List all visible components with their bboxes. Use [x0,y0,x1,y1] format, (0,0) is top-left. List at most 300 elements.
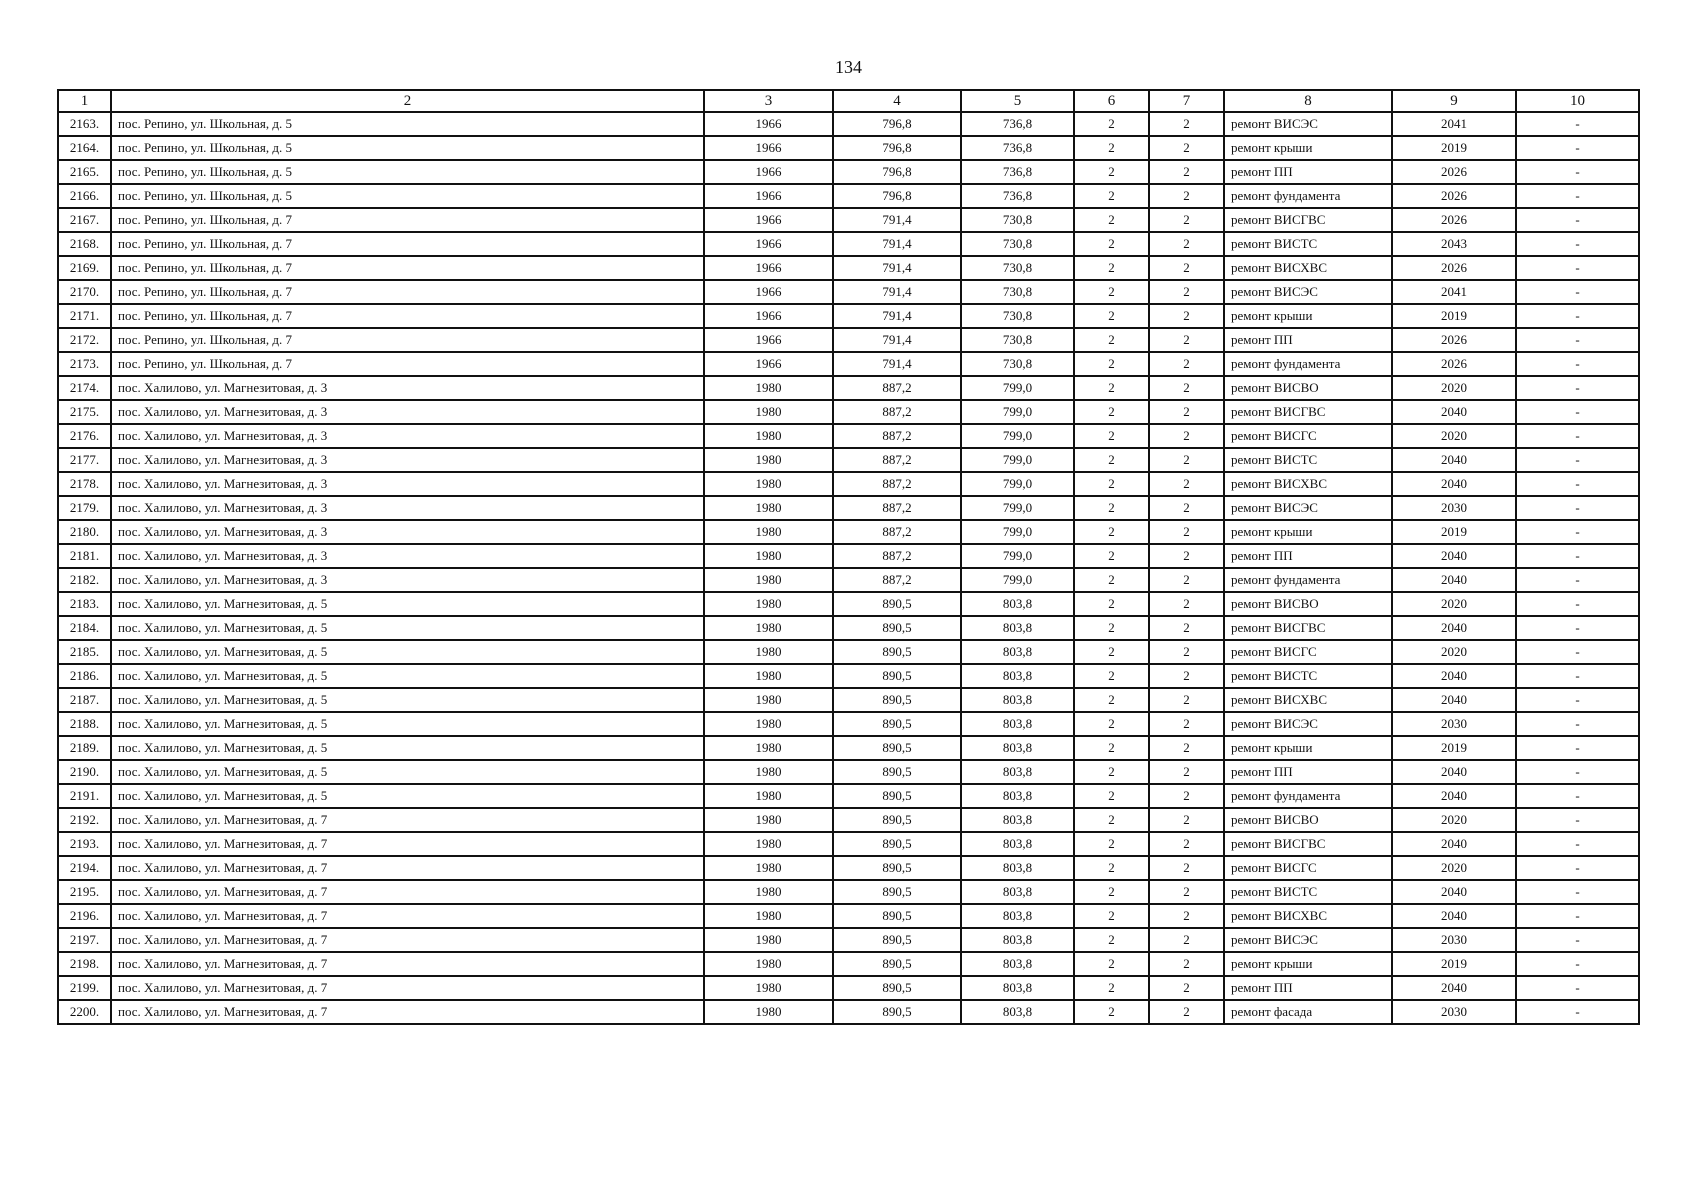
cell-note: - [1516,352,1639,376]
cell-living-area: 730,8 [961,352,1074,376]
cell-living-area: 799,0 [961,424,1074,448]
cell-total-area: 890,5 [833,712,961,736]
cell-row-number: 2165. [58,160,111,184]
cell-row-number: 2169. [58,256,111,280]
cell-address: пос. Халилово, ул. Магнезитовая, д. 3 [111,376,704,400]
cell-total-area: 791,4 [833,256,961,280]
cell-living-area: 803,8 [961,904,1074,928]
table-row [58,256,1639,280]
cell-entrances: 2 [1149,1000,1224,1024]
cell-address: пос. Халилово, ул. Магнезитовая, д. 5 [111,616,704,640]
cell-note: - [1516,232,1639,256]
cell-year-built: 1980 [704,448,833,472]
cell-address: пос. Репино, ул. Школьная, д. 5 [111,184,704,208]
cell-work-type: ремонт фундамента [1224,568,1392,592]
table-row [58,520,1639,544]
cell-living-area: 730,8 [961,208,1074,232]
cell-total-area: 890,5 [833,760,961,784]
cell-entrances: 2 [1149,232,1224,256]
cell-floors: 2 [1074,208,1149,232]
cell-row-number: 2172. [58,328,111,352]
cell-year-built: 1980 [704,544,833,568]
cell-row-number: 2175. [58,400,111,424]
table-row [58,640,1639,664]
cell-note: - [1516,808,1639,832]
cell-floors: 2 [1074,928,1149,952]
cell-work-type: ремонт ВИСВО [1224,592,1392,616]
cell-work-type: ремонт ВИСГВС [1224,208,1392,232]
cell-total-area: 890,5 [833,640,961,664]
cell-living-area: 730,8 [961,256,1074,280]
table-row [58,928,1639,952]
table-row [58,856,1639,880]
cell-living-area: 736,8 [961,160,1074,184]
cell-floors: 2 [1074,328,1149,352]
table-row [58,664,1639,688]
cell-living-area: 803,8 [961,736,1074,760]
cell-row-number: 2179. [58,496,111,520]
cell-work-type: ремонт крыши [1224,520,1392,544]
cell-year-built: 1966 [704,280,833,304]
cell-year-built: 1980 [704,424,833,448]
cell-living-area: 736,8 [961,184,1074,208]
cell-floors: 2 [1074,184,1149,208]
cell-planned-year: 2040 [1392,976,1516,1000]
cell-floors: 2 [1074,376,1149,400]
cell-work-type: ремонт крыши [1224,304,1392,328]
table-row [58,760,1639,784]
cell-total-area: 890,5 [833,880,961,904]
cell-entrances: 2 [1149,640,1224,664]
cell-living-area: 736,8 [961,112,1074,136]
cell-year-built: 1980 [704,640,833,664]
cell-planned-year: 2040 [1392,616,1516,640]
cell-planned-year: 2026 [1392,208,1516,232]
table-row [58,280,1639,304]
cell-planned-year: 2020 [1392,376,1516,400]
table-row [58,952,1639,976]
header-row [58,90,1639,112]
cell-year-built: 1980 [704,736,833,760]
cell-total-area: 791,4 [833,352,961,376]
cell-work-type: ремонт ВИСВО [1224,808,1392,832]
cell-row-number: 2164. [58,136,111,160]
cell-row-number: 2178. [58,472,111,496]
cell-address: пос. Халилово, ул. Магнезитовая, д. 7 [111,904,704,928]
cell-year-built: 1980 [704,880,833,904]
cell-year-built: 1980 [704,904,833,928]
cell-address: пос. Репино, ул. Школьная, д. 7 [111,304,704,328]
cell-living-area: 803,8 [961,712,1074,736]
cell-note: - [1516,256,1639,280]
cell-living-area: 799,0 [961,520,1074,544]
cell-work-type: ремонт ПП [1224,544,1392,568]
table-row [58,784,1639,808]
cell-work-type: ремонт ВИСЭС [1224,712,1392,736]
cell-total-area: 791,4 [833,232,961,256]
cell-address: пос. Халилово, ул. Магнезитовая, д. 3 [111,544,704,568]
cell-note: - [1516,616,1639,640]
cell-note: - [1516,160,1639,184]
cell-address: пос. Халилово, ул. Магнезитовая, д. 5 [111,592,704,616]
cell-address: пос. Халилово, ул. Магнезитовая, д. 7 [111,1000,704,1024]
cell-entrances: 2 [1149,280,1224,304]
cell-living-area: 799,0 [961,496,1074,520]
cell-living-area: 803,8 [961,832,1074,856]
cell-address: пос. Репино, ул. Школьная, д. 7 [111,208,704,232]
cell-living-area: 803,8 [961,784,1074,808]
cell-year-built: 1966 [704,208,833,232]
cell-entrances: 2 [1149,304,1224,328]
cell-year-built: 1980 [704,928,833,952]
cell-row-number: 2163. [58,112,111,136]
cell-note: - [1516,520,1639,544]
cell-year-built: 1980 [704,688,833,712]
cell-planned-year: 2040 [1392,472,1516,496]
cell-note: - [1516,112,1639,136]
cell-floors: 2 [1074,904,1149,928]
cell-year-built: 1966 [704,352,833,376]
cell-entrances: 2 [1149,592,1224,616]
cell-year-built: 1980 [704,592,833,616]
cell-planned-year: 2020 [1392,808,1516,832]
cell-row-number: 2176. [58,424,111,448]
cell-row-number: 2194. [58,856,111,880]
cell-note: - [1516,568,1639,592]
cell-year-built: 1980 [704,808,833,832]
cell-work-type: ремонт ВИСХВС [1224,256,1392,280]
cell-row-number: 2181. [58,544,111,568]
cell-planned-year: 2030 [1392,496,1516,520]
cell-planned-year: 2030 [1392,928,1516,952]
cell-total-area: 890,5 [833,904,961,928]
cell-total-area: 887,2 [833,496,961,520]
cell-row-number: 2198. [58,952,111,976]
cell-address: пос. Халилово, ул. Магнезитовая, д. 7 [111,952,704,976]
cell-planned-year: 2040 [1392,688,1516,712]
cell-row-number: 2173. [58,352,111,376]
cell-work-type: ремонт ВИСТС [1224,448,1392,472]
cell-living-area: 799,0 [961,400,1074,424]
cell-address: пос. Халилово, ул. Магнезитовая, д. 3 [111,568,704,592]
table-row [58,880,1639,904]
table-row [58,688,1639,712]
table-row [58,208,1639,232]
cell-note: - [1516,832,1639,856]
cell-row-number: 2195. [58,880,111,904]
cell-entrances: 2 [1149,400,1224,424]
cell-work-type: ремонт ПП [1224,160,1392,184]
cell-living-area: 736,8 [961,136,1074,160]
table-row [58,472,1639,496]
cell-year-built: 1966 [704,184,833,208]
cell-floors: 2 [1074,496,1149,520]
cell-work-type: ремонт крыши [1224,736,1392,760]
table-body [58,112,1639,1024]
table-row [58,424,1639,448]
cell-year-built: 1980 [704,376,833,400]
cell-floors: 2 [1074,112,1149,136]
cell-planned-year: 2040 [1392,880,1516,904]
cell-address: пос. Репино, ул. Школьная, д. 7 [111,232,704,256]
cell-address: пос. Репино, ул. Школьная, д. 7 [111,328,704,352]
cell-entrances: 2 [1149,472,1224,496]
cell-note: - [1516,904,1639,928]
cell-note: - [1516,424,1639,448]
cell-note: - [1516,304,1639,328]
cell-planned-year: 2041 [1392,112,1516,136]
cell-floors: 2 [1074,736,1149,760]
cell-address: пос. Халилово, ул. Магнезитовая, д. 3 [111,472,704,496]
cell-year-built: 1966 [704,256,833,280]
cell-address: пос. Халилово, ул. Магнезитовая, д. 3 [111,520,704,544]
cell-note: - [1516,856,1639,880]
cell-floors: 2 [1074,856,1149,880]
cell-row-number: 2187. [58,688,111,712]
cell-work-type: ремонт ВИСТС [1224,232,1392,256]
cell-entrances: 2 [1149,568,1224,592]
cell-total-area: 890,5 [833,928,961,952]
cell-year-built: 1966 [704,328,833,352]
cell-year-built: 1966 [704,232,833,256]
cell-year-built: 1980 [704,712,833,736]
cell-year-built: 1980 [704,568,833,592]
column-header-7: 7 [1149,90,1224,112]
cell-note: - [1516,928,1639,952]
cell-row-number: 2188. [58,712,111,736]
cell-floors: 2 [1074,688,1149,712]
cell-year-built: 1980 [704,664,833,688]
cell-entrances: 2 [1149,112,1224,136]
cell-year-built: 1966 [704,160,833,184]
cell-floors: 2 [1074,352,1149,376]
cell-work-type: ремонт фундамента [1224,184,1392,208]
cell-address: пос. Халилово, ул. Магнезитовая, д. 5 [111,784,704,808]
cell-note: - [1516,472,1639,496]
table-row [58,808,1639,832]
cell-year-built: 1980 [704,472,833,496]
cell-work-type: ремонт крыши [1224,136,1392,160]
cell-floors: 2 [1074,520,1149,544]
cell-row-number: 2170. [58,280,111,304]
cell-floors: 2 [1074,616,1149,640]
cell-total-area: 791,4 [833,208,961,232]
cell-year-built: 1980 [704,1000,833,1024]
cell-note: - [1516,544,1639,568]
cell-entrances: 2 [1149,208,1224,232]
cell-planned-year: 2040 [1392,760,1516,784]
cell-planned-year: 2040 [1392,904,1516,928]
cell-address: пос. Халилово, ул. Магнезитовая, д. 7 [111,928,704,952]
cell-work-type: ремонт ВИСЭС [1224,928,1392,952]
cell-floors: 2 [1074,640,1149,664]
cell-entrances: 2 [1149,616,1224,640]
cell-entrances: 2 [1149,784,1224,808]
cell-row-number: 2191. [58,784,111,808]
cell-note: - [1516,208,1639,232]
cell-row-number: 2177. [58,448,111,472]
repair-schedule-table [57,89,1640,1025]
cell-planned-year: 2041 [1392,280,1516,304]
cell-address: пос. Репино, ул. Школьная, д. 7 [111,256,704,280]
cell-address: пос. Репино, ул. Школьная, д. 5 [111,112,704,136]
cell-year-built: 1966 [704,112,833,136]
cell-floors: 2 [1074,832,1149,856]
cell-row-number: 2196. [58,904,111,928]
cell-address: пос. Халилово, ул. Магнезитовая, д. 3 [111,496,704,520]
cell-year-built: 1980 [704,616,833,640]
cell-entrances: 2 [1149,760,1224,784]
cell-planned-year: 2026 [1392,160,1516,184]
cell-row-number: 2171. [58,304,111,328]
cell-floors: 2 [1074,280,1149,304]
cell-floors: 2 [1074,448,1149,472]
cell-entrances: 2 [1149,496,1224,520]
cell-total-area: 890,5 [833,952,961,976]
cell-entrances: 2 [1149,736,1224,760]
cell-entrances: 2 [1149,880,1224,904]
cell-row-number: 2167. [58,208,111,232]
cell-work-type: ремонт ПП [1224,760,1392,784]
cell-year-built: 1980 [704,832,833,856]
cell-row-number: 2190. [58,760,111,784]
cell-floors: 2 [1074,136,1149,160]
cell-total-area: 890,5 [833,808,961,832]
cell-total-area: 890,5 [833,688,961,712]
cell-row-number: 2168. [58,232,111,256]
cell-total-area: 890,5 [833,1000,961,1024]
column-header-9: 9 [1392,90,1516,112]
cell-total-area: 887,2 [833,424,961,448]
cell-row-number: 2185. [58,640,111,664]
cell-living-area: 799,0 [961,472,1074,496]
cell-planned-year: 2019 [1392,520,1516,544]
cell-total-area: 887,2 [833,520,961,544]
table-row [58,712,1639,736]
cell-entrances: 2 [1149,136,1224,160]
table-row [58,592,1639,616]
cell-address: пос. Репино, ул. Школьная, д. 7 [111,352,704,376]
cell-planned-year: 2026 [1392,328,1516,352]
cell-living-area: 803,8 [961,616,1074,640]
table-row [58,448,1639,472]
cell-living-area: 730,8 [961,328,1074,352]
cell-address: пос. Халилово, ул. Магнезитовая, д. 3 [111,400,704,424]
cell-work-type: ремонт ВИСЭС [1224,280,1392,304]
cell-living-area: 803,8 [961,640,1074,664]
cell-total-area: 796,8 [833,136,961,160]
cell-total-area: 887,2 [833,448,961,472]
cell-row-number: 2186. [58,664,111,688]
cell-living-area: 799,0 [961,448,1074,472]
cell-entrances: 2 [1149,808,1224,832]
cell-floors: 2 [1074,544,1149,568]
cell-planned-year: 2026 [1392,352,1516,376]
column-header-2: 2 [111,90,704,112]
cell-planned-year: 2020 [1392,640,1516,664]
cell-row-number: 2189. [58,736,111,760]
cell-entrances: 2 [1149,928,1224,952]
cell-work-type: ремонт ВИСГВС [1224,400,1392,424]
cell-address: пос. Халилово, ул. Магнезитовая, д. 7 [111,808,704,832]
cell-entrances: 2 [1149,352,1224,376]
cell-work-type: ремонт крыши [1224,952,1392,976]
cell-work-type: ремонт ПП [1224,976,1392,1000]
cell-entrances: 2 [1149,328,1224,352]
cell-entrances: 2 [1149,160,1224,184]
cell-planned-year: 2040 [1392,664,1516,688]
cell-year-built: 1966 [704,136,833,160]
cell-row-number: 2197. [58,928,111,952]
cell-work-type: ремонт ПП [1224,328,1392,352]
cell-living-area: 803,8 [961,880,1074,904]
cell-floors: 2 [1074,1000,1149,1024]
column-header-3: 3 [704,90,833,112]
cell-floors: 2 [1074,592,1149,616]
cell-address: пос. Халилово, ул. Магнезитовая, д. 7 [111,880,704,904]
cell-work-type: ремонт ВИСТС [1224,880,1392,904]
cell-planned-year: 2040 [1392,448,1516,472]
table-row [58,904,1639,928]
cell-planned-year: 2040 [1392,400,1516,424]
cell-planned-year: 2040 [1392,568,1516,592]
cell-row-number: 2192. [58,808,111,832]
cell-floors: 2 [1074,424,1149,448]
cell-year-built: 1980 [704,496,833,520]
cell-entrances: 2 [1149,376,1224,400]
table-row [58,736,1639,760]
table-row [58,832,1639,856]
cell-planned-year: 2040 [1392,544,1516,568]
cell-year-built: 1966 [704,304,833,328]
cell-planned-year: 2030 [1392,712,1516,736]
cell-address: пос. Халилово, ул. Магнезитовая, д. 5 [111,760,704,784]
cell-living-area: 803,8 [961,664,1074,688]
cell-note: - [1516,280,1639,304]
table-row [58,232,1639,256]
table-row [58,1000,1639,1024]
cell-work-type: ремонт ВИСЭС [1224,496,1392,520]
cell-living-area: 803,8 [961,952,1074,976]
cell-living-area: 803,8 [961,688,1074,712]
cell-planned-year: 2019 [1392,304,1516,328]
cell-year-built: 1980 [704,976,833,1000]
cell-total-area: 796,8 [833,112,961,136]
cell-planned-year: 2020 [1392,856,1516,880]
cell-planned-year: 2026 [1392,256,1516,280]
cell-address: пос. Халилово, ул. Магнезитовая, д. 5 [111,688,704,712]
cell-floors: 2 [1074,472,1149,496]
cell-year-built: 1980 [704,856,833,880]
cell-living-area: 803,8 [961,856,1074,880]
cell-floors: 2 [1074,304,1149,328]
cell-entrances: 2 [1149,664,1224,688]
cell-note: - [1516,328,1639,352]
cell-row-number: 2200. [58,1000,111,1024]
table-row [58,496,1639,520]
table-row [58,976,1639,1000]
cell-living-area: 799,0 [961,544,1074,568]
table-row [58,400,1639,424]
cell-note: - [1516,400,1639,424]
cell-total-area: 791,4 [833,328,961,352]
cell-planned-year: 2020 [1392,592,1516,616]
cell-note: - [1516,184,1639,208]
cell-note: - [1516,736,1639,760]
cell-total-area: 890,5 [833,736,961,760]
cell-note: - [1516,496,1639,520]
cell-floors: 2 [1074,568,1149,592]
